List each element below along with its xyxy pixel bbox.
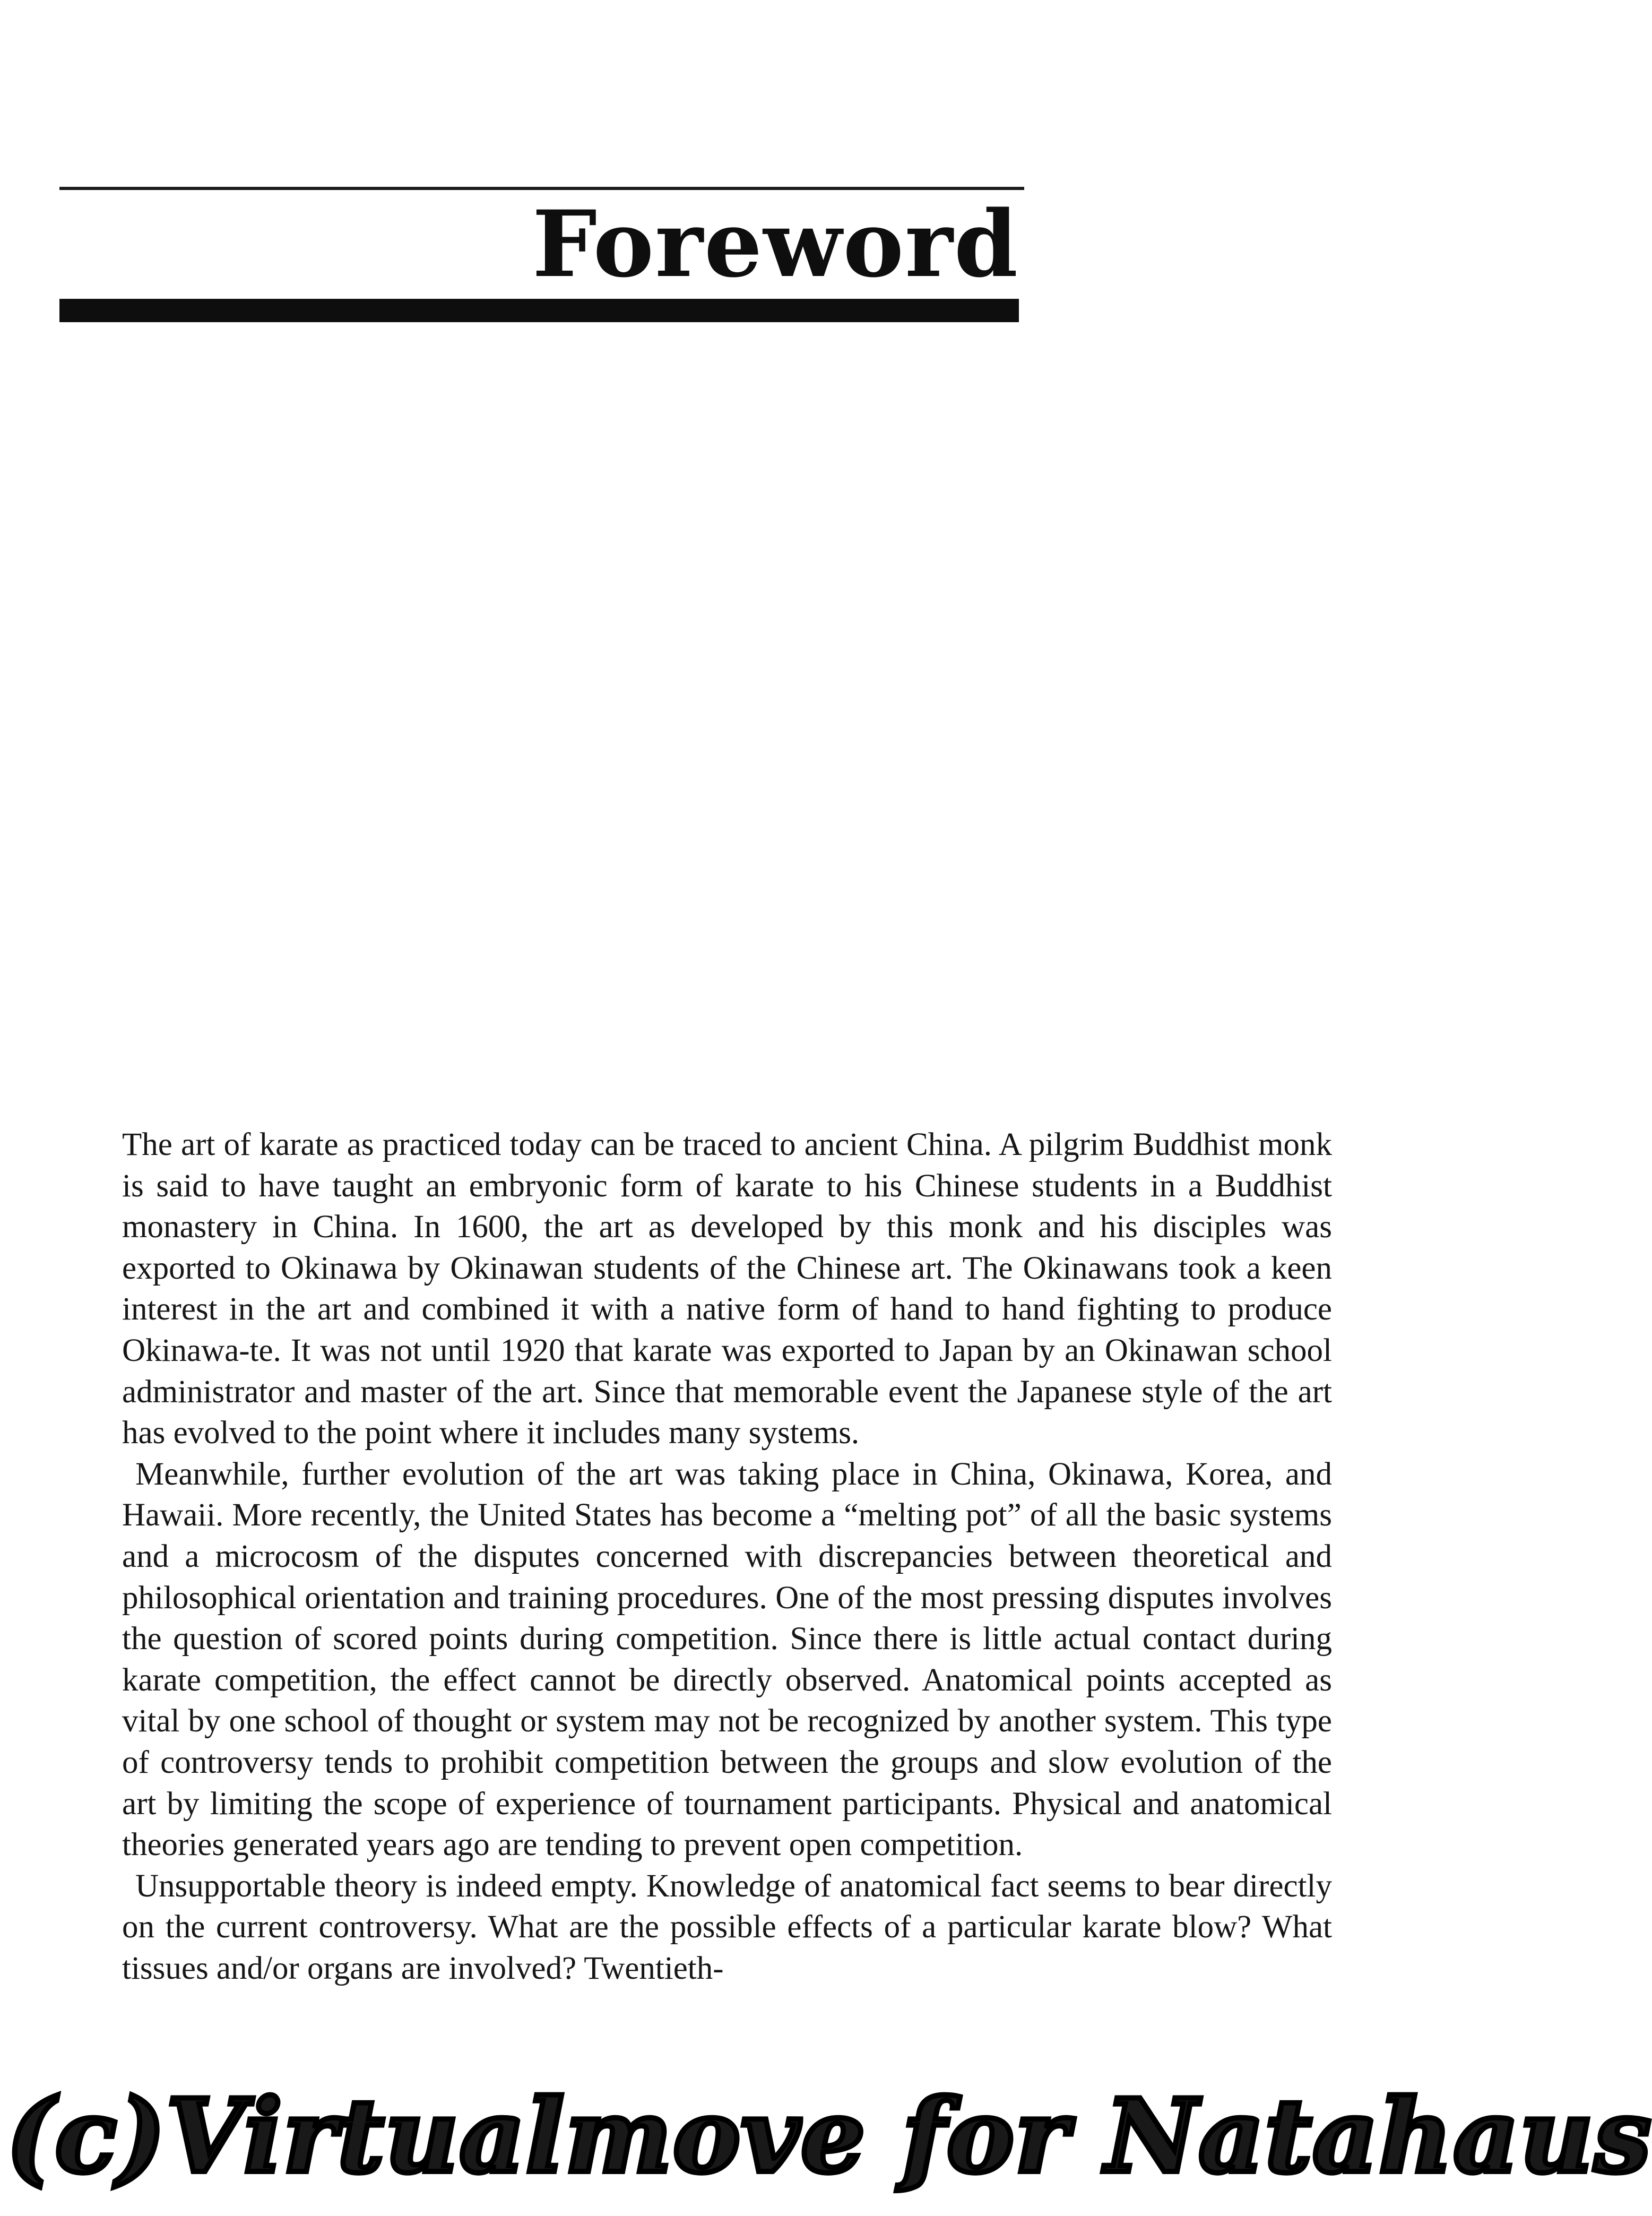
paragraph-3: Unsupportable theory is indeed empty. Knowledge of anatomical fact seems to bear directly on the current controversy. What are the possible effects of a particular karate blow? What tissues and/or organs are involved? Twentieth- (122, 1868, 1332, 1986)
page-title: Foreword (532, 190, 1019, 298)
paragraph-1: The art of karate as practiced today can be traced to ancient China. A pilgrim Buddhist monk is said to have taught an embryonic form of karate to his Chinese students in a Buddhist monastery in China. In 1600, the art as developed by this monk and his disciples was exported to Okinawa by Okinawan students of the Chinese art. The Okinawans took a keen interest in the art and combined it with a native form of hand to hand fighting to produce Okinawa-te. It was not until 1920 that karate was exported to Japan by an Okinawan school administrator and master of the art. Since that memorable event the Japanese style of the art has evolved to the point where it includes many systems. (122, 1127, 1332, 1451)
title-rule-bottom (59, 299, 1019, 322)
paragraph-2: Meanwhile, further evolution of the art was taking place in China, Okinawa, Korea, and Hawaii. More recently, the United States has become a “melting pot” of all the basic systems and a microcosm of the disputes concerned with discrepancies between theoretical and philosophical orientation and training procedures. One of the most pressing disputes involves the question of scored points during competition. Since there is little actual contact during karate competition, the effect cannot be directly observed. Anatomical points accepted as vital by one school of thought or system may not be recognized by another system. This type of controversy tends to prohibit competition between the groups and slow evolution of the art by limiting the scope of experience of tournament participants. Physical and anatomical theories generated years ago are tending to prevent open competition. (122, 1456, 1332, 1863)
watermark: (c)Virtualmove for Natahaus (6, 2077, 1652, 2195)
body-text (122, 1124, 1332, 1989)
